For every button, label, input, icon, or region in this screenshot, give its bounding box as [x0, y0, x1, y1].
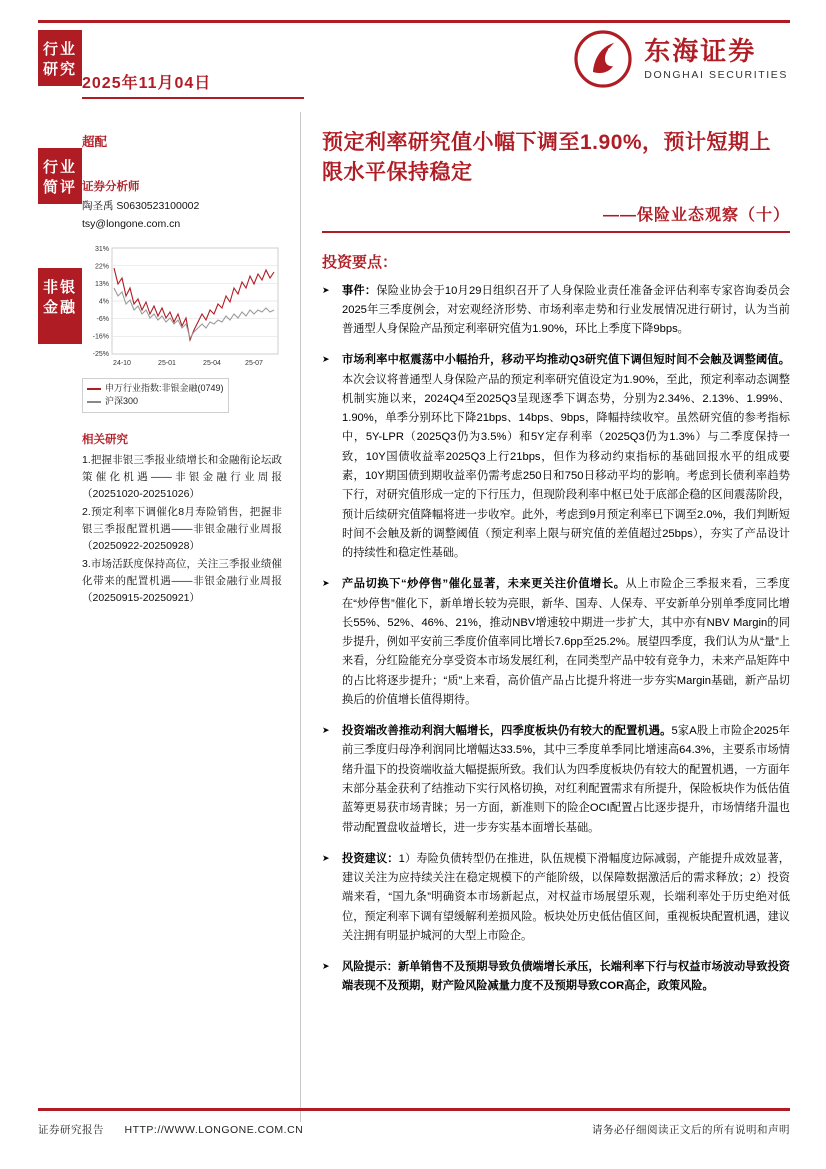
page-subtitle: ——保险业态观察（十） [602, 206, 790, 224]
point-text: 1）寿险负债转型仍在推进，队伍规模下滑幅度边际减弱，产能提升成效显著，建议关注为应持续关注在稳定规模下的产能阶级，以保障数据激活后的需求释放；2）投资端来看，“国九条”明确资本市场新起点，对权益市场展望乐观，长端利率处于历史绝对低位，预定利率下调有望缓解利差损风险。板块处历史低估值区间，重视板块配置机遇，建议关注拥有明显护城河的大型上市险企。 [342, 852, 790, 942]
chart-legend [82, 378, 229, 413]
main-column [322, 128, 790, 1009]
related-research-item[interactable]: 1.把握非银三季报业绩增长和金融衔论坛政策催化机遇——非银金融行业周报（20251020-20251026） [82, 453, 282, 501]
performance-chart [82, 244, 282, 413]
svg-text:25-04: 25-04 [203, 359, 221, 367]
point-lead: 产品切换下“炒停售”催化显著，未来更关注价值增长。 [342, 578, 626, 591]
point-lead: 市场利率中枢震荡中小幅抬升，移动平均推动Q3研究值下调但短时间不会触及调整阈值。 [342, 354, 790, 367]
related-research [82, 431, 282, 608]
legend-label-0: 申万行业指数:非银金融(0749) [105, 382, 224, 393]
left-column [82, 132, 282, 608]
analyst-email: tsy@longone.com.cn [82, 217, 181, 230]
point-text: 保险业协会于10月29日组织召开了人身保险业责任准备金评估利率专家咨询委员会2025年三季度例会，对宏观经济形势、市场利率走势和行业发展情况进行研讨，认为当前普通型人身保险产品预定利率研究值为1.90%，环比上季度下降9bps。 [342, 284, 790, 336]
list-item [322, 958, 790, 997]
logo-company-name: 东海证券 [644, 35, 757, 66]
footer-url[interactable]: HTTP://WWW.LONGONE.COM.CN [124, 1124, 304, 1136]
related-research-title: 相关研究 [82, 433, 128, 446]
footer-report-label: 证券研究报告 [38, 1124, 104, 1136]
point-lead: 投资建议： [342, 852, 399, 865]
legend-item-1 [87, 395, 224, 409]
legend-label-1: 沪深300 [105, 396, 139, 407]
brand-logo [574, 30, 788, 88]
svg-text:25-01: 25-01 [158, 359, 176, 367]
svg-text:13%: 13% [94, 280, 109, 288]
list-item [322, 722, 790, 838]
point-text: 本次会议将普通型人身保险产品的预定利率研究值设定为1.90%，至此，预定利率动态调整机制实施以来，2024Q4至2025Q3呈现逐季下调态势，分别为2.34%、2.13%、1.99%、1.90%，单季分别环比下降21bps、14bps、9bps，降幅持续收窄。虽然研究值的参考指标中，5Y-LPR（2025Q3仍为3.5%）和5Y定存利率（2025Q3仍为1.3%）与二季度保持一致，10Y国债收益率2025Q3上行21bps，但作为移动约束指标的基础回报水平的组成要素，10Y期国债到期收益率仍需考虑250日和750日移动平均的影响。考虑到长债利率趋势下行，对研究值形成一定的下行压力，但现阶段利率中枢已处于底部企稳的区间震荡阶段，预计后续研究值降幅将进一步收窄。此外，考虑到9月预定利率已下调至2.0%，我们判断短时间不会触及新的调整阈值（预定利率上限与研究值的差值超过25bps），夯实了产品设计的持续性和稳定性基础。 [342, 373, 790, 560]
point-lead: 风险提示： [342, 961, 398, 974]
svg-text:25-07: 25-07 [245, 359, 263, 367]
svg-text:31%: 31% [94, 245, 109, 253]
rating-badge: 超配 [82, 135, 108, 149]
tag-nonbank-finance: 非银金融 [38, 268, 82, 344]
chart-canvas [82, 244, 282, 376]
page-title: 预定利率研究值小幅下调至1.90%，预计短期上限水平保持稳定 [322, 131, 772, 184]
donghai-mark-icon [574, 30, 632, 88]
report-date: 2025年11月04日 [82, 75, 212, 92]
point-text: 从上市险企三季报来看，三季度在“炒停售”催化下，新单增长较为亮眼，新华、国寿、人保寿、平安新单分别单季度同比增长55%、52%、46%、21%，推动NBV增速较中期进一步扩大，其中亦有NBV Margin的同步提升，例如平安前三季度价值率同比增长7.6pp至25.2%。展望四季度，我们认为从“量”上来看，分红险能充分享受资本市场发展红利，在同类型产品中较有竞争力，未来产品矩阵中的占比将逐步提升；“质”上来看，高价值产品占比提升将进一步夯实Margin基础，新产品切换后的价值增长值得期待。 [342, 578, 790, 706]
logo-company-name-en: DONGHAI SECURITIES [644, 68, 788, 81]
top-rule [38, 20, 790, 23]
subtitle-row [322, 202, 790, 233]
list-item [322, 850, 790, 946]
svg-text:4%: 4% [98, 298, 109, 306]
svg-text:-16%: -16% [92, 333, 109, 341]
column-divider [300, 112, 301, 1122]
analyst-name: 陶圣禹 S0630523100002 [82, 200, 200, 212]
list-item [322, 282, 790, 340]
svg-text:22%: 22% [94, 263, 109, 271]
point-text: 新单销售不及预期导致负债端增长承压，长端利率下行与权益市场波动导致投资端表现不及预期，财产险风险减量力度不及预期导致COR高企，政策风险。 [342, 961, 790, 993]
point-text: 5家A股上市险企2025年前三季度归母净利润同比增幅达33.5%，其中三季度单季同比增速高64.3%，主要系市场情绪升温下的投资端收益大幅提振所致。我们认为四季度板块仍有较大的配置机遇，一方面年末部分基金获利了结推动下实行风格切换，对红利配置需求有所提升，保险板块作为低估值蓝筹更易获市场青睐；另一方面，新准则下的险企OCI配置占比逐步提升，市场情绪升温也带动配置盘收益增长，进一步夯实基本面增长基础。 [342, 725, 790, 834]
related-research-item[interactable]: 2.预定利率下调催化8月寿险销售，把握非银三季报配置机遇——非银金融行业周报（20250922-20250928） [82, 505, 282, 553]
footer-left [38, 1122, 303, 1137]
investment-points-list [322, 282, 790, 997]
list-item [322, 575, 790, 710]
report-date-line [82, 70, 304, 99]
page-footer [38, 1122, 790, 1137]
tag-industry-research: 行业研究 [38, 30, 82, 86]
svg-text:-6%: -6% [96, 315, 109, 323]
analyst-section-title: 证券分析师 [82, 181, 140, 193]
list-item [322, 351, 790, 563]
analyst-block [82, 178, 282, 230]
investment-points-title: 投资要点： [322, 253, 398, 271]
legend-item-0 [87, 382, 224, 396]
svg-text:-25%: -25% [92, 350, 109, 358]
point-lead: 事件： [342, 284, 377, 297]
tag-industry-comment: 行业简评 [38, 148, 82, 204]
footer-disclaimer: 请务必仔细阅读正文后的所有说明和声明 [592, 1124, 790, 1136]
related-research-item[interactable]: 3.市场活跃度保持高位，关注三季报业绩催化带来的配置机遇——非银金融行业周报（20250915-20250921） [82, 557, 282, 605]
svg-text:24-10: 24-10 [113, 359, 131, 367]
point-lead: 投资端改善推动利润大幅增长，四季度板块仍有较大的配置机遇。 [342, 725, 672, 738]
bottom-rule [38, 1108, 790, 1111]
